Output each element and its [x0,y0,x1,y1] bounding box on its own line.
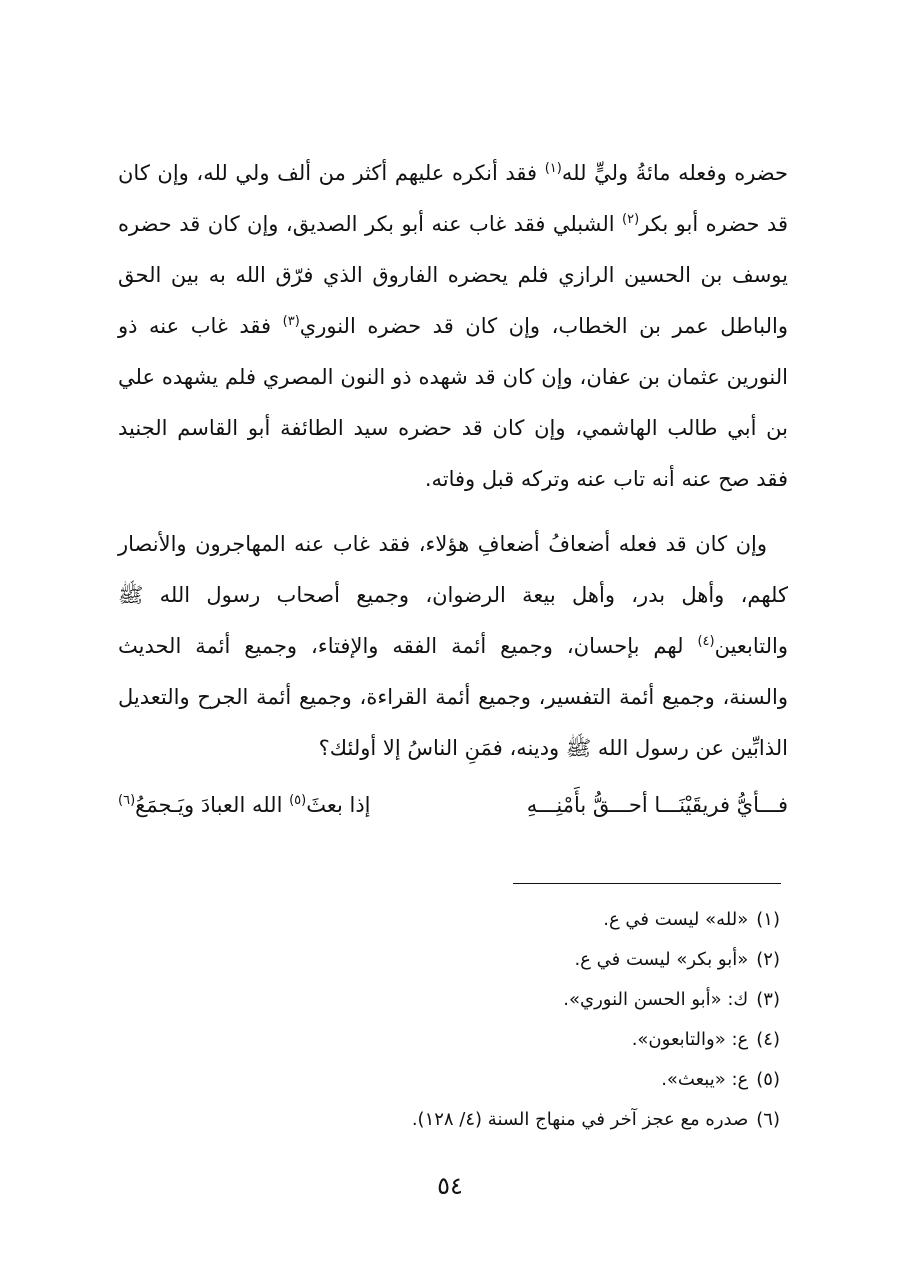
footnote-number: (٦) [756,1109,780,1130]
footnote [412,1060,780,1100]
text-segment: الله العبادَ ويَـجمَعُ [135,793,290,817]
paragraph [118,148,788,505]
text-segment: لهم بإحسان، وجميع أئمة الفقه والإفتاء، وجميع أئمة الحديث والسنة، وجميع أئمة التفسير، وجميع أئمة القراءة، وجميع أئمة الجرح والتعديل الذابِّين عن رسول الله ﷺ ودينه، فمَنِ الناسُ إلا أولئك؟ [118,634,788,760]
footnotes-list [412,900,780,1140]
footnote-number: (٣) [756,989,780,1010]
text-segment: إذا بعثَ [306,793,371,817]
page-number: ٥٤ [437,1172,463,1200]
text-segment: حضره وفعله مائةُ وليٍّ لله [561,161,788,185]
poetry-verse [118,780,788,830]
footnote-text: «لله» ليست في ع. [603,909,749,930]
footnote-number: (٥) [756,1069,780,1090]
verse-hemistich-first: فـــأيُّ فريقَيْنَـــا أحـــقُّ بأَمْنِـــهِ [526,793,788,817]
footnote-marker: (٦) [118,793,136,808]
footnote-marker: (٣) [282,314,300,329]
main-text [118,148,788,830]
footnote [412,1100,780,1140]
footnote-separator [513,883,781,884]
footnote [412,940,780,980]
footnote [412,980,780,1020]
footnote [412,1020,780,1060]
text-segment: فقد أنكره عليهم أكثر من ألف ولي لله، وإن كان قد حضره أبو بكر [118,161,788,236]
footnote-text: «أبو بكر» ليست في ع. [574,949,749,970]
footnote-text: ع: «يبعث». [661,1069,749,1090]
text-segment: الشبلي فقد غاب عنه أبو بكر الصديق، وإن كان قد حضره يوسف بن الحسين الرازي فلم يحضره الفاروق الذي فرّق الله به بين الحق والباطل عمر بن الخطاب، وإن كان قد حضره النوري [118,212,789,338]
footnote [412,900,780,940]
footnote-marker: (٤) [697,634,715,649]
footnote-text: ع: «والتابعون». [631,1029,749,1050]
text-segment: وإن كان قد فعله أضعافُ أضعافِ هؤلاء، فقد غاب عنه المهاجرون والأنصار كلهم، وأهل بدر، وأهل بيعة الرضوان، وجميع أصحاب رسول الله ﷺ والتابعين [118,532,788,658]
verse-hemistich-second [118,780,371,830]
footnote-number: (٢) [756,949,780,970]
paragraph [118,519,788,774]
footnote-text: صدره مع عجز آخر في منهاج السنة (٤/ ١٢٨). [411,1109,749,1130]
footnote-marker: (٥) [289,793,307,808]
text-segment: فقد غاب عنه ذو النورين عثمان بن عفان، وإن كان قد شهده ذو النون المصري فلم يشهده علي بن أبي طالب الهاشمي، وإن كان قد حضره سيد الطائفة أبو القاسم الجنيد فقد صح عنه أنه تاب عنه وتركه قبل وفاته. [118,314,788,491]
footnote-number: (١) [756,909,780,930]
footnote-marker: (١) [544,161,562,176]
footnote-marker: (٢) [622,212,640,227]
footnote-text: ك: «أبو الحسن النوري». [563,989,749,1010]
footnote-number: (٤) [756,1029,780,1050]
